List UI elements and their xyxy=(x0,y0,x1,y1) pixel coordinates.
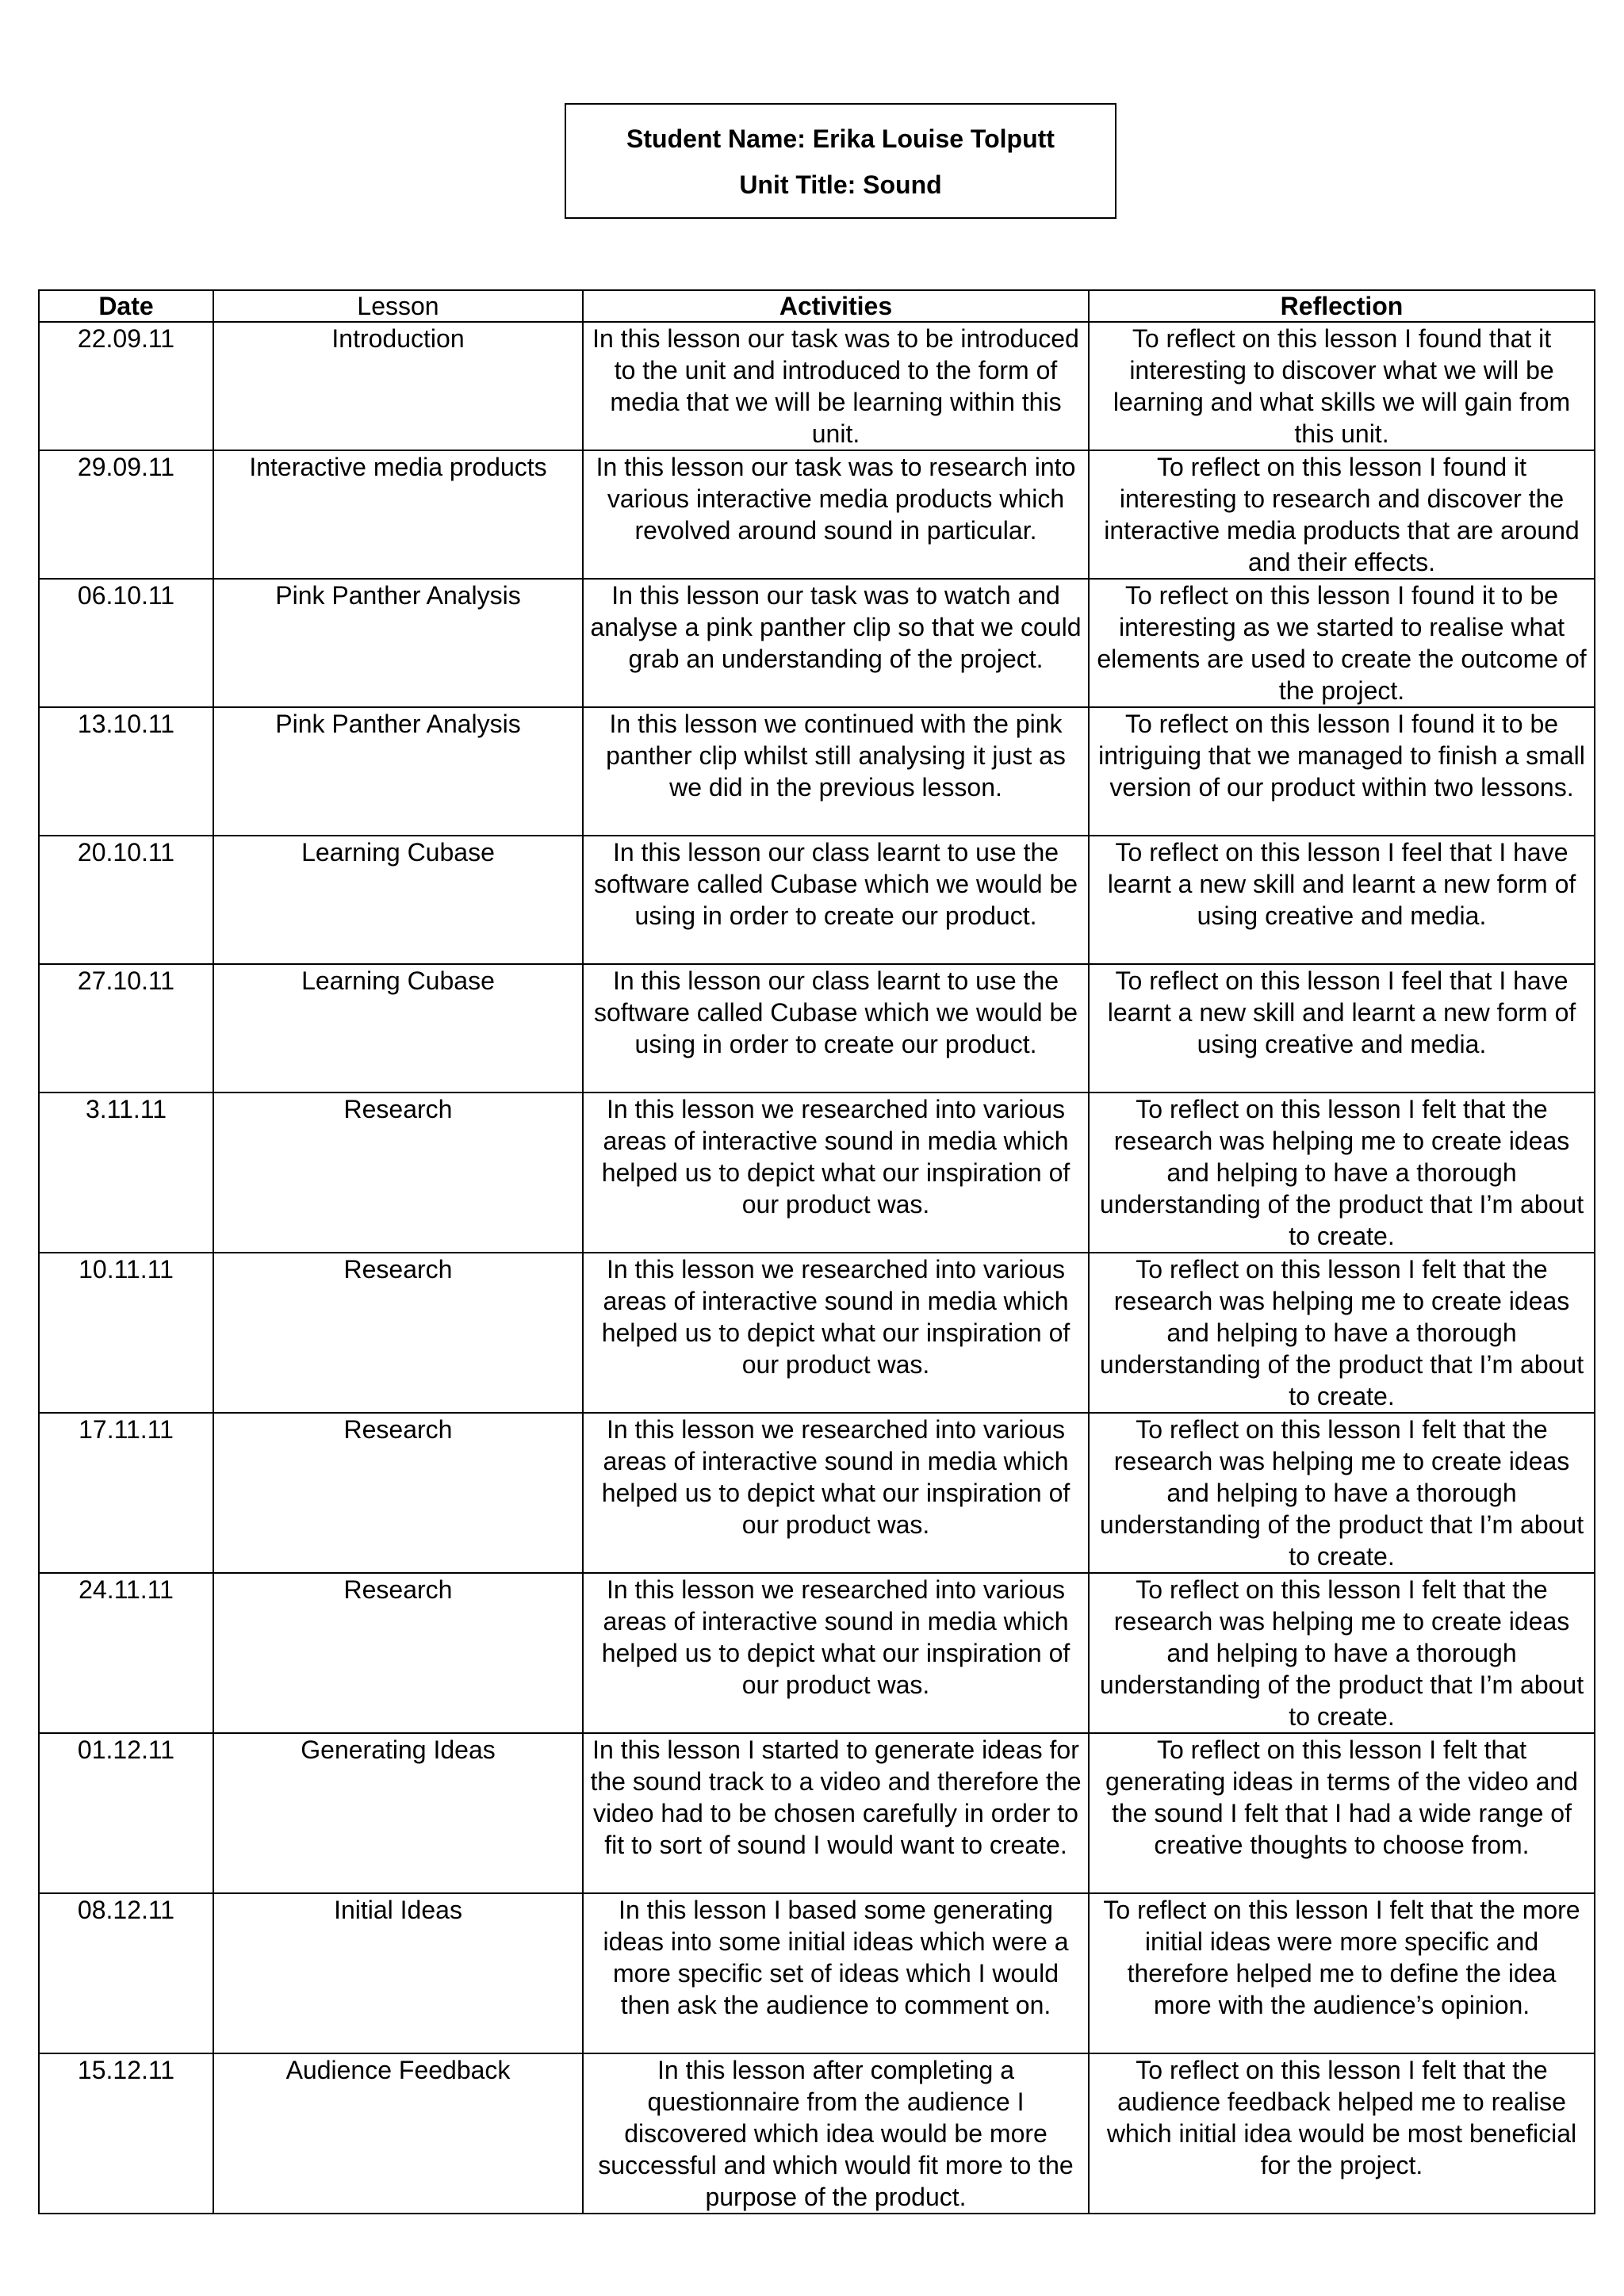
cell-activities: In this lesson our class learnt to use the software called Cubase which we would be using in order to create our product. xyxy=(583,836,1089,964)
table-row xyxy=(39,1413,1595,1573)
cell-reflection: To reflect on this lesson I found it interesting to research and discover the interactive media products that are around and their effects. xyxy=(1089,450,1595,579)
cell-date: 27.10.11 xyxy=(39,964,213,1093)
cell-date: 08.12.11 xyxy=(39,1893,213,2053)
cell-reflection: To reflect on this lesson I feel that I have learnt a new skill and learnt a new form of using creative and media. xyxy=(1089,964,1595,1093)
cell-lesson: Interactive media products xyxy=(213,450,583,579)
cell-date: 13.10.11 xyxy=(39,707,213,836)
table-row xyxy=(39,322,1595,450)
cell-reflection: To reflect on this lesson I felt that the audience feedback helped me to realise which initial idea would be most beneficial for the project. xyxy=(1089,2053,1595,2214)
cell-activities: In this lesson our task was to be introduced to the unit and introduced to the form of media that we will be learning within this unit. xyxy=(583,322,1089,450)
cell-date: 20.10.11 xyxy=(39,836,213,964)
table-row xyxy=(39,836,1595,964)
cell-lesson: Research xyxy=(213,1573,583,1733)
cell-reflection: To reflect on this lesson I felt that the more initial ideas were more specific and therefore helped me to define the idea more with the audience’s opinion. xyxy=(1089,1893,1595,2053)
cell-reflection: To reflect on this lesson I felt that the research was helping me to create ideas and helping to have a thorough understanding of the product that I’m about to create. xyxy=(1089,1413,1595,1573)
table-row xyxy=(39,707,1595,836)
student-name: Student Name: Erika Louise Tolputt xyxy=(626,124,1055,153)
table-header-row xyxy=(39,290,1595,322)
cell-activities: In this lesson we researched into various areas of interactive sound in media which helped us to depict what our inspiration of our product was. xyxy=(583,1573,1089,1733)
cell-lesson: Learning Cubase xyxy=(213,836,583,964)
table-row xyxy=(39,1733,1595,1893)
cell-reflection: To reflect on this lesson I felt that the research was helping me to create ideas and helping to have a thorough understanding of the product that I’m about to create. xyxy=(1089,1253,1595,1413)
cell-activities: In this lesson we researched into various areas of interactive sound in media which helped us to depict what our inspiration of our product was. xyxy=(583,1413,1089,1573)
cell-activities: In this lesson our task was to research into various interactive media products which revolved around sound in particular. xyxy=(583,450,1089,579)
cell-lesson: Research xyxy=(213,1093,583,1253)
cell-reflection: To reflect on this lesson I found it to be interesting as we started to realise what elements are used to create the outcome of the project. xyxy=(1089,579,1595,707)
cell-reflection: To reflect on this lesson I felt that the research was helping me to create ideas and helping to have a thorough understanding of the product that I’m about to create. xyxy=(1089,1573,1595,1733)
cell-activities: In this lesson I started to generate ideas for the sound track to a video and therefore the video had to be chosen carefully in order to fit to sort of sound I would want to create. xyxy=(583,1733,1089,1893)
cell-lesson: Learning Cubase xyxy=(213,964,583,1093)
cell-reflection: To reflect on this lesson I feel that I have learnt a new skill and learnt a new form of using creative and media. xyxy=(1089,836,1595,964)
cell-date: 06.10.11 xyxy=(39,579,213,707)
cell-date: 22.09.11 xyxy=(39,322,213,450)
header-reflection: Reflection xyxy=(1089,290,1595,322)
unit-title: Unit Title: Sound xyxy=(739,170,942,199)
cell-activities: In this lesson after completing a questionnaire from the audience I discovered which idea would be more successful and which would fit more to the purpose of the product. xyxy=(583,2053,1089,2214)
cell-activities: In this lesson we researched into various areas of interactive sound in media which helped us to depict what our inspiration of our product was. xyxy=(583,1253,1089,1413)
cell-lesson: Research xyxy=(213,1413,583,1573)
table-row xyxy=(39,1893,1595,2053)
header-activities: Activities xyxy=(583,290,1089,322)
cell-date: 24.11.11 xyxy=(39,1573,213,1733)
cell-activities: In this lesson I based some generating ideas into some initial ideas which were a more specific set of ideas which I would then ask the audience to comment on. xyxy=(583,1893,1089,2053)
table-row xyxy=(39,450,1595,579)
cell-date: 10.11.11 xyxy=(39,1253,213,1413)
cell-date: 17.11.11 xyxy=(39,1413,213,1573)
cell-date: 29.09.11 xyxy=(39,450,213,579)
table-row xyxy=(39,1253,1595,1413)
table-row xyxy=(39,964,1595,1093)
table-row xyxy=(39,1093,1595,1253)
cell-reflection: To reflect on this lesson I felt that the research was helping me to create ideas and helping to have a thorough understanding of the product that I’m about to create. xyxy=(1089,1093,1595,1253)
table-row xyxy=(39,579,1595,707)
table-row xyxy=(39,2053,1595,2214)
cell-reflection: To reflect on this lesson I felt that generating ideas in terms of the video and the sound I felt that I had a wide range of creative thoughts to choose from. xyxy=(1089,1733,1595,1893)
cell-date: 3.11.11 xyxy=(39,1093,213,1253)
cell-reflection: To reflect on this lesson I found it to be intriguing that we managed to finish a small version of our product within two lessons. xyxy=(1089,707,1595,836)
cell-activities: In this lesson we researched into various areas of interactive sound in media which helped us to depict what our inspiration of our product was. xyxy=(583,1093,1089,1253)
cell-date: 15.12.11 xyxy=(39,2053,213,2214)
cell-reflection: To reflect on this lesson I found that it interesting to discover what we will be learning and what skills we will gain from this unit. xyxy=(1089,322,1595,450)
cell-lesson: Initial Ideas xyxy=(213,1893,583,2053)
header-box xyxy=(565,103,1116,219)
cell-activities: In this lesson our task was to watch and analyse a pink panther clip so that we could grab an understanding of the project. xyxy=(583,579,1089,707)
cell-lesson: Generating Ideas xyxy=(213,1733,583,1893)
cell-lesson: Pink Panther Analysis xyxy=(213,707,583,836)
cell-activities: In this lesson our class learnt to use the software called Cubase which we would be using in order to create our product. xyxy=(583,964,1089,1093)
cell-lesson: Introduction xyxy=(213,322,583,450)
cell-lesson: Research xyxy=(213,1253,583,1413)
cell-lesson: Audience Feedback xyxy=(213,2053,583,2214)
table-row xyxy=(39,1573,1595,1733)
cell-activities: In this lesson we continued with the pink panther clip whilst still analysing it just as we did in the previous lesson. xyxy=(583,707,1089,836)
header-date: Date xyxy=(39,290,213,322)
lesson-log-table xyxy=(38,289,1595,2214)
cell-lesson: Pink Panther Analysis xyxy=(213,579,583,707)
cell-date: 01.12.11 xyxy=(39,1733,213,1893)
header-lesson: Lesson xyxy=(213,290,583,322)
